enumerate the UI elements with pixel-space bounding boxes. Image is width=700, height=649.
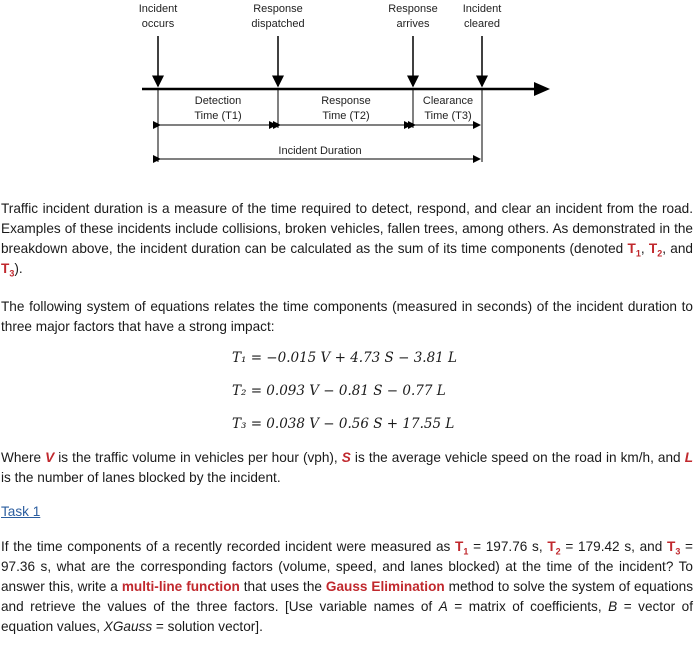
incident-duration-label: Incident Duration xyxy=(278,145,362,157)
component-label-t2: Response xyxy=(321,95,371,107)
component-label-t3: Clearance xyxy=(422,95,474,107)
component-label-t3: Time (T3) xyxy=(424,110,472,122)
component-label-t1: Detection xyxy=(194,95,242,107)
t2-symbol: $T_2$ xyxy=(648,241,663,259)
event-label-response-arrives: Response xyxy=(388,3,438,15)
task-1-heading: Task 1 xyxy=(1,504,41,519)
event-label-incident-occurs: occurs xyxy=(141,18,175,30)
timeline-arrowhead xyxy=(534,82,550,96)
task-1-paragraph: If the time components of a recently recorded incident were measured as $T_1 = 197.76$ s, $T_2 = 179.42$ s, and $T_3 = 97.36$ s, what are the corresponding factors (volume, speed, and lanes blocked) at the time of the incident? To answer this, write a multi-line function that uses the Gauss Elimination method to solve the system of equations and retrieve the values of the three factors. [Use variable names of A = matrix of coefficients, B = vector of equation values, XGauss = solution vector]. xyxy=(1,539,694,634)
event-label-incident-occurs: Incident xyxy=(138,3,178,15)
event-label-response-dispatched: Response xyxy=(253,3,303,15)
component-label-t1: Time (T1) xyxy=(194,110,242,122)
t1-symbol: $T_1$ xyxy=(627,241,641,259)
event-label-response-dispatched: dispatched xyxy=(251,18,305,30)
intro-paragraph: Traffic incident duration is a measure of the time required to detect, respond, and clear an incident from the road. Examples of these incidents include collisions, broken vehicles, fallen trees, among others. As demonstrated in the breakdown above, the incident duration can be calculated as the sum of its time components (denoted $T_1$, $T_2$, and $T_3$). xyxy=(1,201,693,279)
system-intro-paragraph: The following system of equations relates the time components (measured in seconds) of the incident duration to three major factors that have a strong impact: xyxy=(1,299,693,334)
event-label-response-arrives: arrives xyxy=(396,18,430,30)
component-label-t2: Time (T2) xyxy=(322,110,370,122)
t3-symbol: $T_3$ xyxy=(1,261,15,279)
event-label-incident-cleared: Incident xyxy=(462,3,502,15)
event-label-incident-cleared: cleared xyxy=(463,18,501,30)
variables-paragraph: Where V is the traffic volume in vehicles per hour (vph), S is the average vehicle speed on the road in km/h, and L is the number of lanes blocked by the incident. xyxy=(1,450,693,485)
incident-timeline-diagram xyxy=(0,0,700,175)
